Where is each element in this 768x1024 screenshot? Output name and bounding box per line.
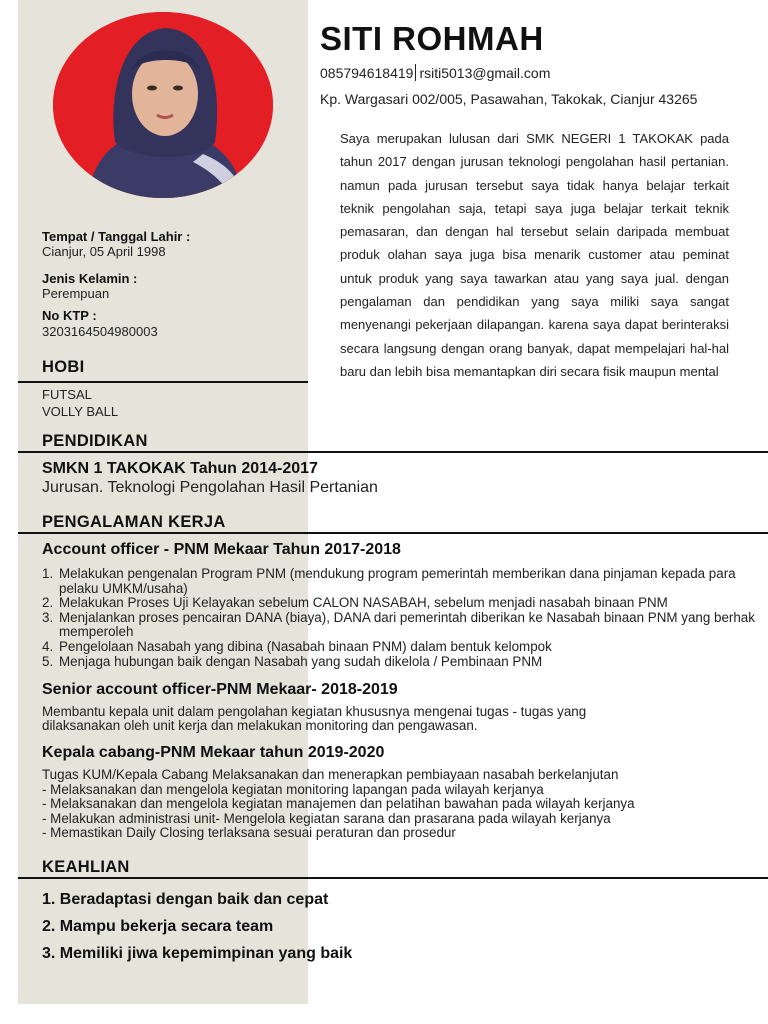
ktp-value: 3203164504980003 bbox=[42, 324, 158, 339]
duty-item: 1. Melakukan pengenalan Program PNM (mendukung program pemerintah memberikan dana pinjaman kepada para pelaku UMKM/usaha) bbox=[42, 566, 736, 596]
contact-line bbox=[320, 64, 550, 81]
skill-item: 1. Beradaptasi dengan baik dan cepat bbox=[42, 891, 329, 908]
job-description-line: - Melaksanakan dan mengelola kegiatan monitoring lapangan pada wilayah kerjanya bbox=[42, 782, 544, 797]
phone-number: 085794618419 bbox=[320, 65, 414, 81]
job-title: Account officer - PNM Mekaar Tahun 2017-2018 bbox=[42, 541, 401, 558]
experience-heading: PENGALAMAN KERJA bbox=[42, 513, 226, 531]
candidate-name: SITI ROHMAH bbox=[320, 20, 544, 57]
hobby-item: VOLLY BALL bbox=[42, 404, 119, 419]
duty-item: 5. Menjaga hubungan baik dengan Nasabah yang sudah dikelola / Pembinaan PNM bbox=[42, 653, 543, 669]
hobby-heading: HOBI bbox=[42, 358, 85, 376]
skills-heading: KEAHLIAN bbox=[42, 858, 130, 876]
job-description-line: Tugas KUM/Kepala Cabang Melaksanakan dan menerapkan pembiayaan nasabah berkelanjutan bbox=[42, 767, 619, 782]
education-major: Jurusan. Teknologi Pengolahan Hasil Pertanian bbox=[42, 479, 378, 496]
job-title: Senior account officer-PNM Mekaar- 2018-2019 bbox=[42, 681, 398, 698]
education-divider bbox=[18, 451, 768, 453]
skill-item: 3. Memiliki jiwa kepemimpinan yang baik bbox=[42, 945, 353, 962]
job-duties bbox=[42, 567, 764, 669]
duty-item: 2. Melakukan Proses Uji Kelayakan sebelum CALON NASABAH, sebelum menjadi nasabah binaan PNM bbox=[42, 595, 668, 611]
birth-label: Tempat / Tanggal Lahir : bbox=[42, 229, 191, 244]
job-description-line: - Memastikan Daily Closing terlaksana sesuai peraturan dan prosedur bbox=[42, 825, 456, 840]
email-address: rsiti5013@gmail.com bbox=[419, 65, 551, 81]
job-description-line: dilaksanakan oleh unit kerja dan melakukan monitoring dan pengawasan. bbox=[42, 718, 478, 733]
job-description-line: - Melaksanakan dan mengelola kegiatan manajemen dan pelatihan bawahan pada wilayah kerjanya bbox=[42, 796, 635, 811]
duty-item: 4. Pengelolaan Nasabah yang dibina (Nasabah binaan PNM) dalam bentuk kelompok bbox=[42, 638, 552, 654]
duty-item: 3. Menjalankan proses pencairan DANA (biaya), DANA dari pemerintah diberikan ke Nasabah binaan PNM yang berhak memperoleh bbox=[42, 609, 755, 640]
birth-value: Cianjur, 05 April 1998 bbox=[42, 244, 166, 259]
gender-value: Perempuan bbox=[42, 286, 110, 301]
education-school: SMKN 1 TAKOKAK Tahun 2014-2017 bbox=[42, 460, 318, 477]
job-description-line: Membantu kepala unit dalam pengolahan kegiatan khususnya mengenai tugas - tugas yang bbox=[42, 704, 587, 719]
skills-divider bbox=[18, 877, 768, 879]
skill-item: 2. Mampu bekerja secara team bbox=[42, 918, 274, 935]
hobby-item: FUTSAL bbox=[42, 387, 92, 402]
home-address: Kp. Wargasari 002/005, Pasawahan, Takokak, Cianjur 43265 bbox=[320, 91, 698, 107]
profile-photo bbox=[53, 12, 273, 198]
job-title: Kepala cabang-PNM Mekaar tahun 2019-2020 bbox=[42, 744, 385, 761]
education-heading: PENDIDIKAN bbox=[42, 432, 148, 450]
gender-label: Jenis Kelamin : bbox=[42, 271, 138, 286]
profile-summary: Saya merupakan lulusan dari SMK NEGERI 1 TAKOKAK pada tahun 2017 dengan jurusan teknologi pengolahan hasil pertanian. namun pada jurusan tersebut saya tidak hanya belajar terkait teknik pengolahan saja, tetapi saya juga belajar terkait teknik pemasaran, dan dengan hal tersebut selain daripada membuat produk olahan saya juga bisa menarik customer atau peminat untuk produk yang saya tawarkan atau yang saya jual. dengan pengalaman dan pendidikan yang saya miliki saya sangat menyenangi pekerjaan dilapangan. karena saya dapat berinteraksi secara langsung dengan orang banyak, dapat mempelajari hal-hal baru dan lebih bisa memantapkan diri secara fisik maupun mental bbox=[340, 131, 729, 379]
experience-divider bbox=[18, 532, 768, 534]
ktp-label: No KTP : bbox=[42, 308, 97, 323]
job-description-line: - Melakukan administrasi unit- Mengelola kegiatan sarana dan prasarana pada wilayah kerjanya bbox=[42, 811, 611, 826]
contact-divider bbox=[415, 64, 416, 81]
hobby-divider bbox=[18, 381, 308, 383]
